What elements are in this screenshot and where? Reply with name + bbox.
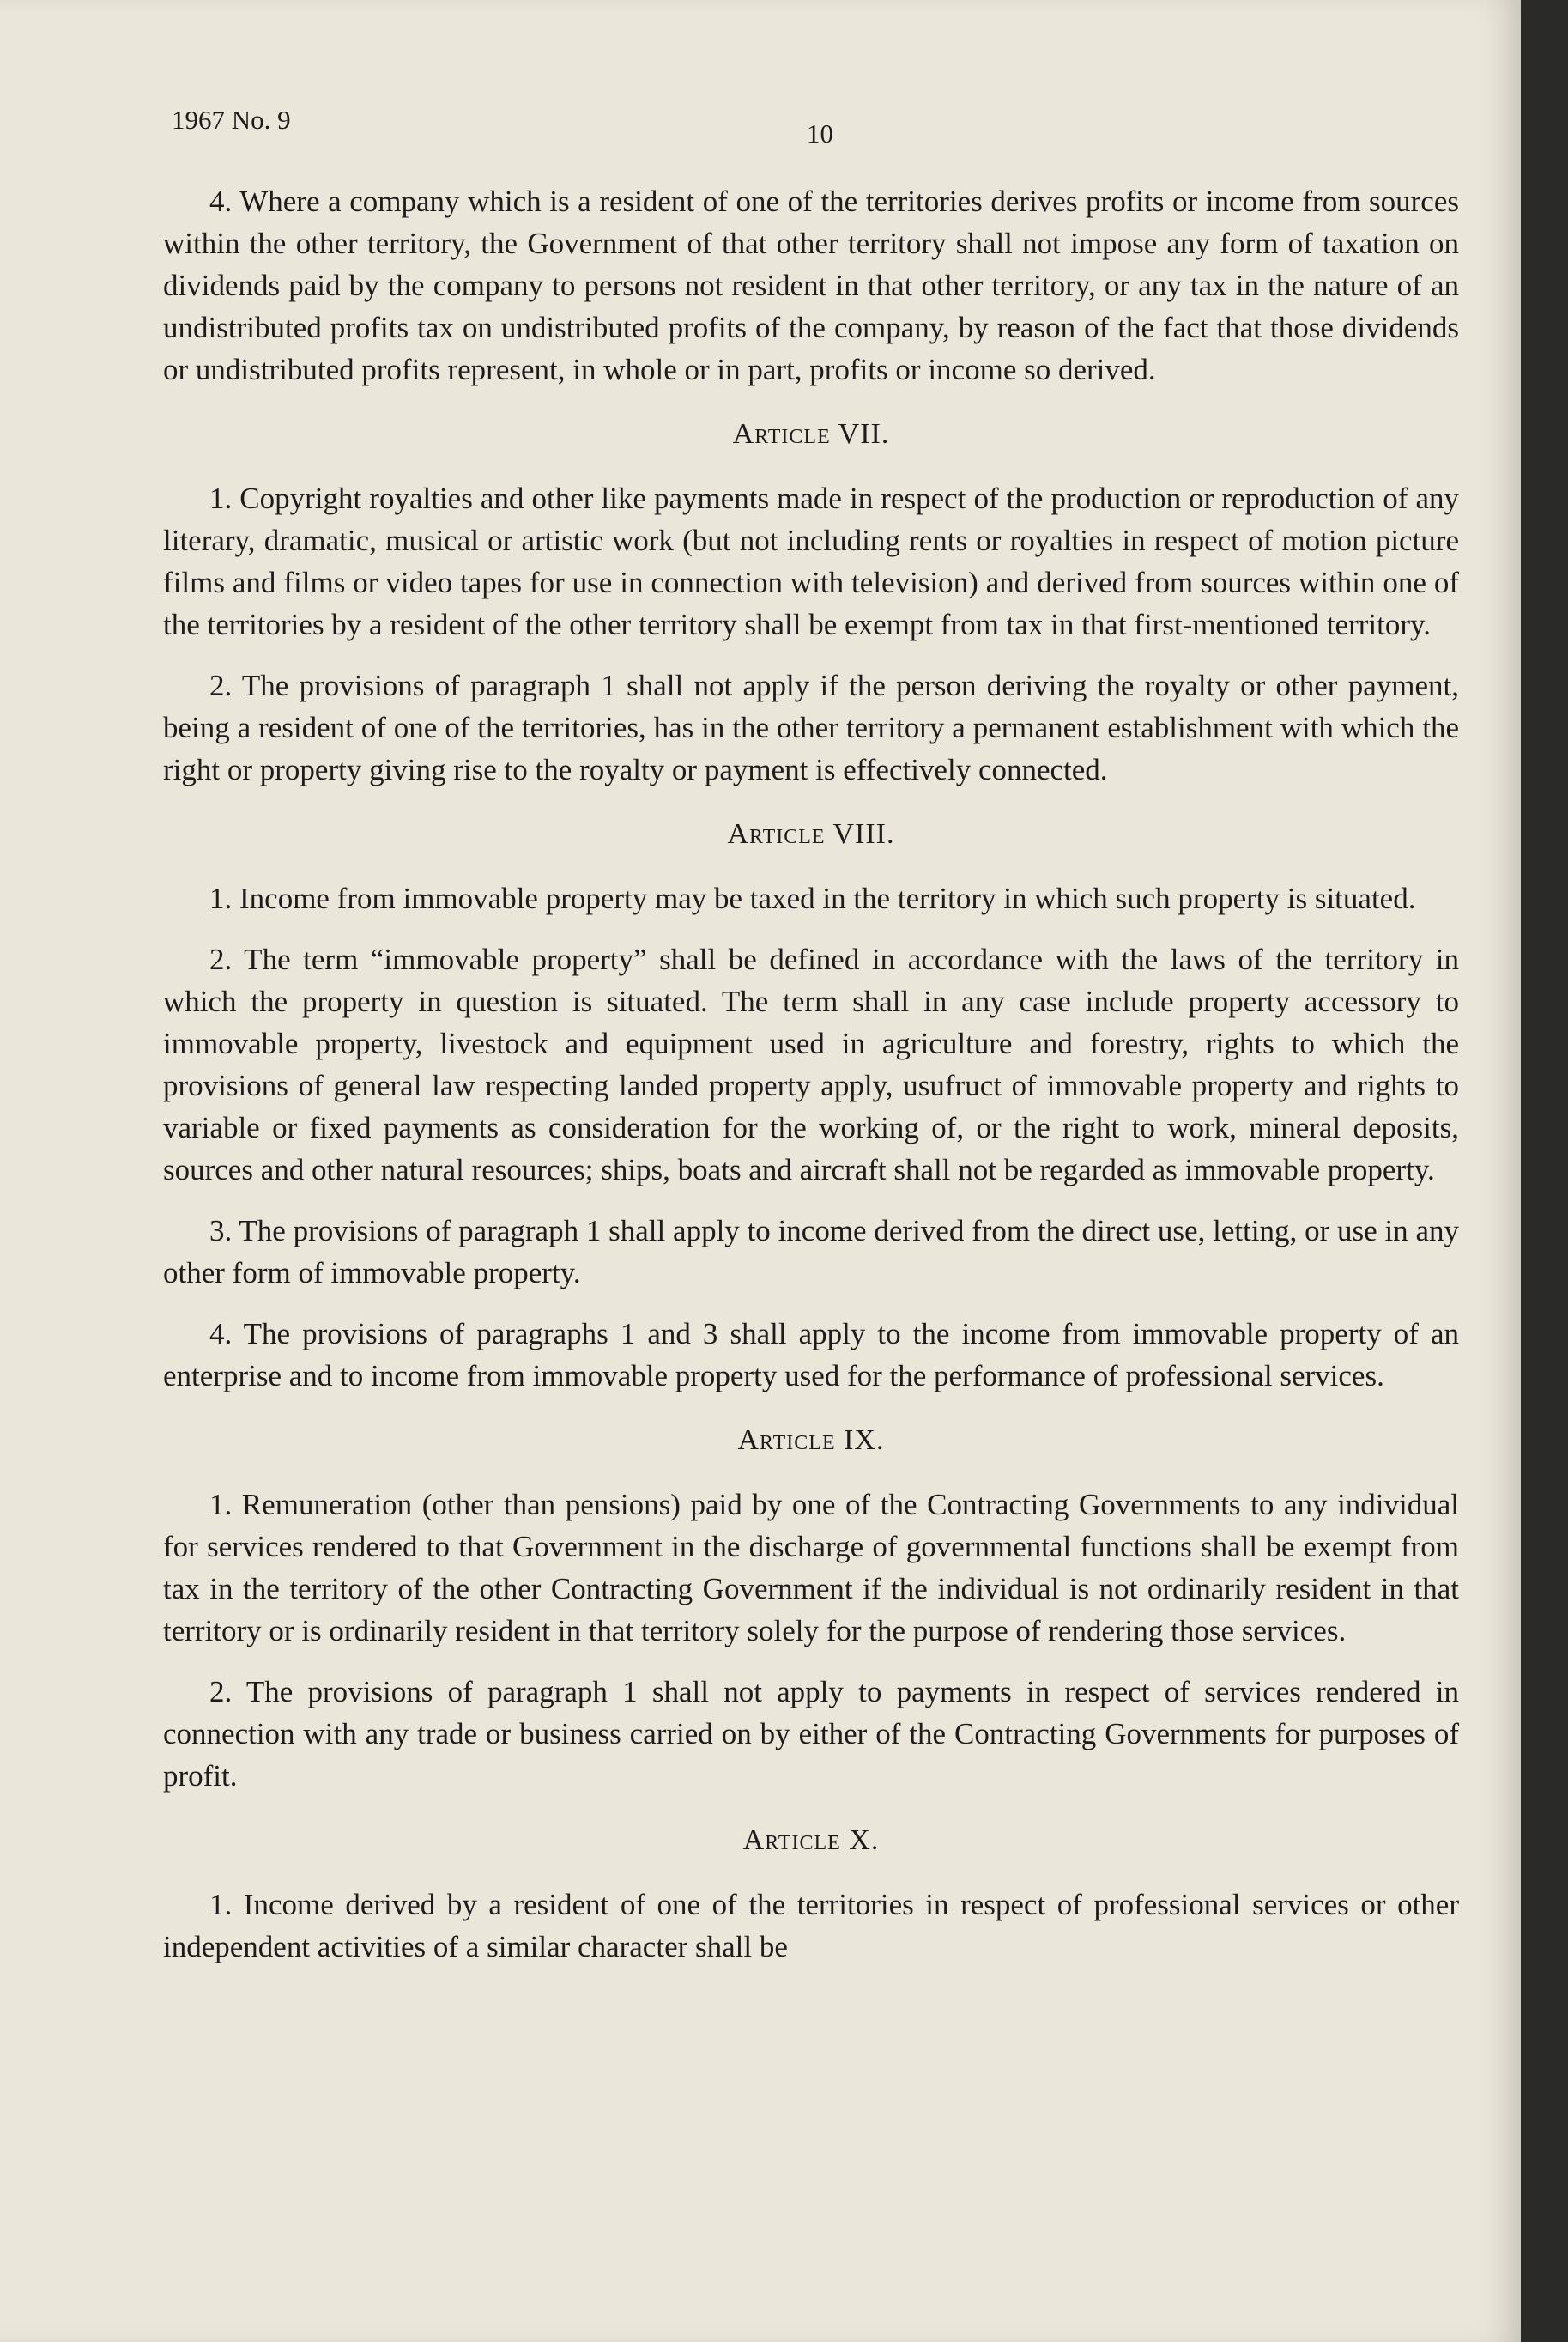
paragraph: 2. The term “immovable property” shall be defined in accordance with the laws of the territory in which the property in question is situated. The term shall in any case include property accessory to immovable property, livestock and equipment used in agriculture and forestry, rights to which the provisions of general law respecting landed property apply, usufruct of immovable property and rights to variable or fixed payments as consideration for the working of, or the right to work, mineral deposits, sources and other natural resources; ships, boats and aircraft shall not be regarded as immovable property. [163,943,1459,1186]
document-body [163,180,1459,1987]
year-number: 1967 No. 9 [172,105,291,135]
page-number: 10 [807,118,833,149]
paragraph: 1. Copyright royalties and other like payments made in respect of the production or reproduction of any literary, dramatic, musical or artistic work (but not including rents or royalties in respect of motion picture films and films or video tapes for use in connection with television) and derived from sources within one of the territories by a resident of the other territory shall be exempt from tax in that first-mentioned territory. [163,482,1459,641]
paragraph: 2. The provisions of paragraph 1 shall not apply if the person deriving the royalty or other payment, being a resident of one of the territories, has in the other territory a permanent establishment with which the right or property giving rise to the royalty or payment is effectively connected. [163,669,1459,786]
paragraph: 4. The provisions of paragraphs 1 and 3 shall apply to the income from immovable property of an enterprise and to income from immovable property used for the performance of professional services. [163,1317,1459,1392]
paragraph: 4. Where a company which is a resident of one of the territories derives profits or income from sources within the other territory, the Government of that other territory shall not impose any form of taxation on dividends paid by the company to persons not resident in that other territory, or any tax in the nature of an undistributed profits tax on undistributed profits of the company, by reason of the fact that those dividends or undistributed profits represent, in whole or in part, profits or income so derived. [163,185,1459,386]
article-heading: Article X. [742,1824,880,1856]
article-heading: Article VII. [732,418,890,450]
paragraph: 1. Income from immovable property may be taxed in the territory in which such property is situated. [209,882,1416,915]
paragraph: 2. The provisions of paragraph 1 shall not apply to payments in respect of services rendered in connection with any trade or business carried on by either of the Contracting Governments for purposes of profit. [163,1675,1459,1793]
paragraph: 1. Remuneration (other than pensions) paid by one of the Contracting Governments to any individual for services rendered to that Government in the discharge of governmental functions shall be exempt from tax in the territory of the other Contracting Government if the individual is not ordinarily resident in that territory or is ordinarily resident in that territory solely for the purpose of rendering those services. [163,1488,1459,1647]
article-heading: Article VIII. [727,818,895,850]
paragraph: 1. Income derived by a resident of one of the territories in respect of professional services or other independent activities of a similar character shall be [163,1888,1459,1963]
paragraph: 3. The provisions of paragraph 1 shall apply to income derived from the direct use, letting, or use in any other form of immovable property. [163,1214,1459,1289]
article-heading: Article IX. [737,1424,885,1456]
